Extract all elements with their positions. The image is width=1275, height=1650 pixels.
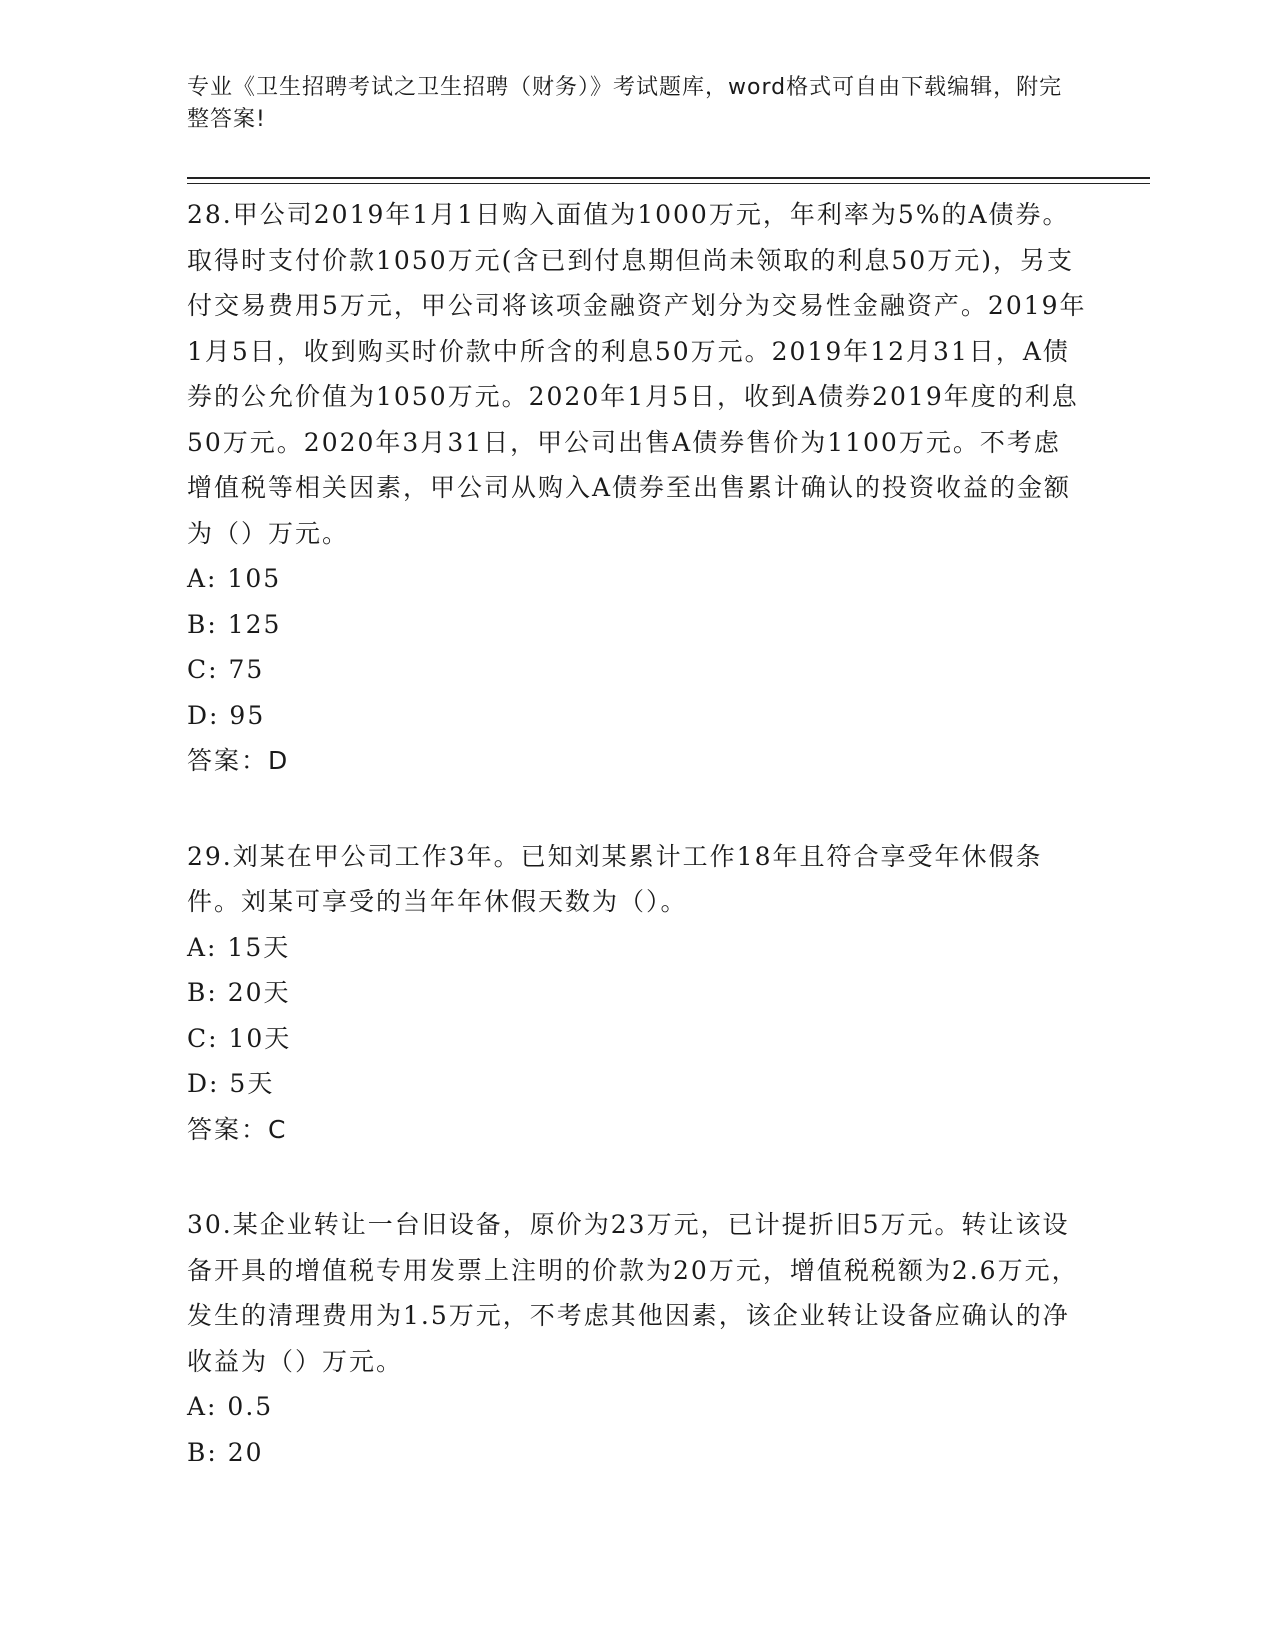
header-divider-thick	[187, 177, 1150, 179]
option-a: A: 0.5	[187, 1392, 274, 1421]
header-divider-thin	[187, 183, 1150, 184]
question-list	[187, 192, 1087, 1525]
option-b: B: 20天	[187, 978, 291, 1007]
option-b: B: 125	[187, 609, 282, 639]
document-header	[187, 72, 1067, 136]
option-d: D: 95	[187, 700, 266, 730]
option-a: A: 105	[187, 564, 282, 593]
option-d: D: 5天	[187, 1069, 275, 1098]
answer-label: 答案：D	[187, 746, 290, 775]
option-a: A: 15天	[187, 932, 291, 962]
answer-label: 答案：C	[187, 1114, 288, 1144]
question-29	[187, 834, 1087, 1153]
header-title: 专业《卫生招聘考试之卫生招聘（财务）》考试题库，word格式可自由下载编辑，附完整答案!	[187, 75, 1063, 132]
option-c: C: 10天	[187, 1023, 292, 1053]
option-b: B: 20	[187, 1437, 264, 1467]
question-30	[187, 1202, 1087, 1475]
option-c: C: 75	[187, 655, 265, 684]
question-text: 30.某企业转让一台旧设备，原价为23万元，已计提折旧5万元。转让该设备开具的增值税专用发票上注明的价款为20万元，增值税税额为2.6万元，发生的清理费用为1.5万元，不考虑其他因素，该企业转让设备应确认的净收益为（）万元。	[187, 1210, 1079, 1376]
question-28	[187, 192, 1087, 784]
question-text: 29.刘某在甲公司工作3年。已知刘某累计工作18年且符合享受年休假条件。刘某可享受的当年年休假天数为（）。	[187, 841, 1043, 916]
question-text: 28.甲公司2019年1月1日购入面值为1000万元，年利率为5%的A债券。取得时支付价款1050万元(含已到付息期但尚未领取的利息50万元)，另支付交易费用5万元，甲公司将该项金融资产划分为交易性金融资产。2019年1月5日，收到购买时价款中所含的利息50万元。2019年12月31日，A债券的公允价值为1050万元。2020年1月5日，收到A债券2019年度的利息50万元。2020年3月31日，甲公司出售A债券售价为1100万元。不考虑增值税等相关因素，甲公司从购入A债券至出售累计确认的投资收益的金额为（）万元。	[187, 200, 1087, 548]
